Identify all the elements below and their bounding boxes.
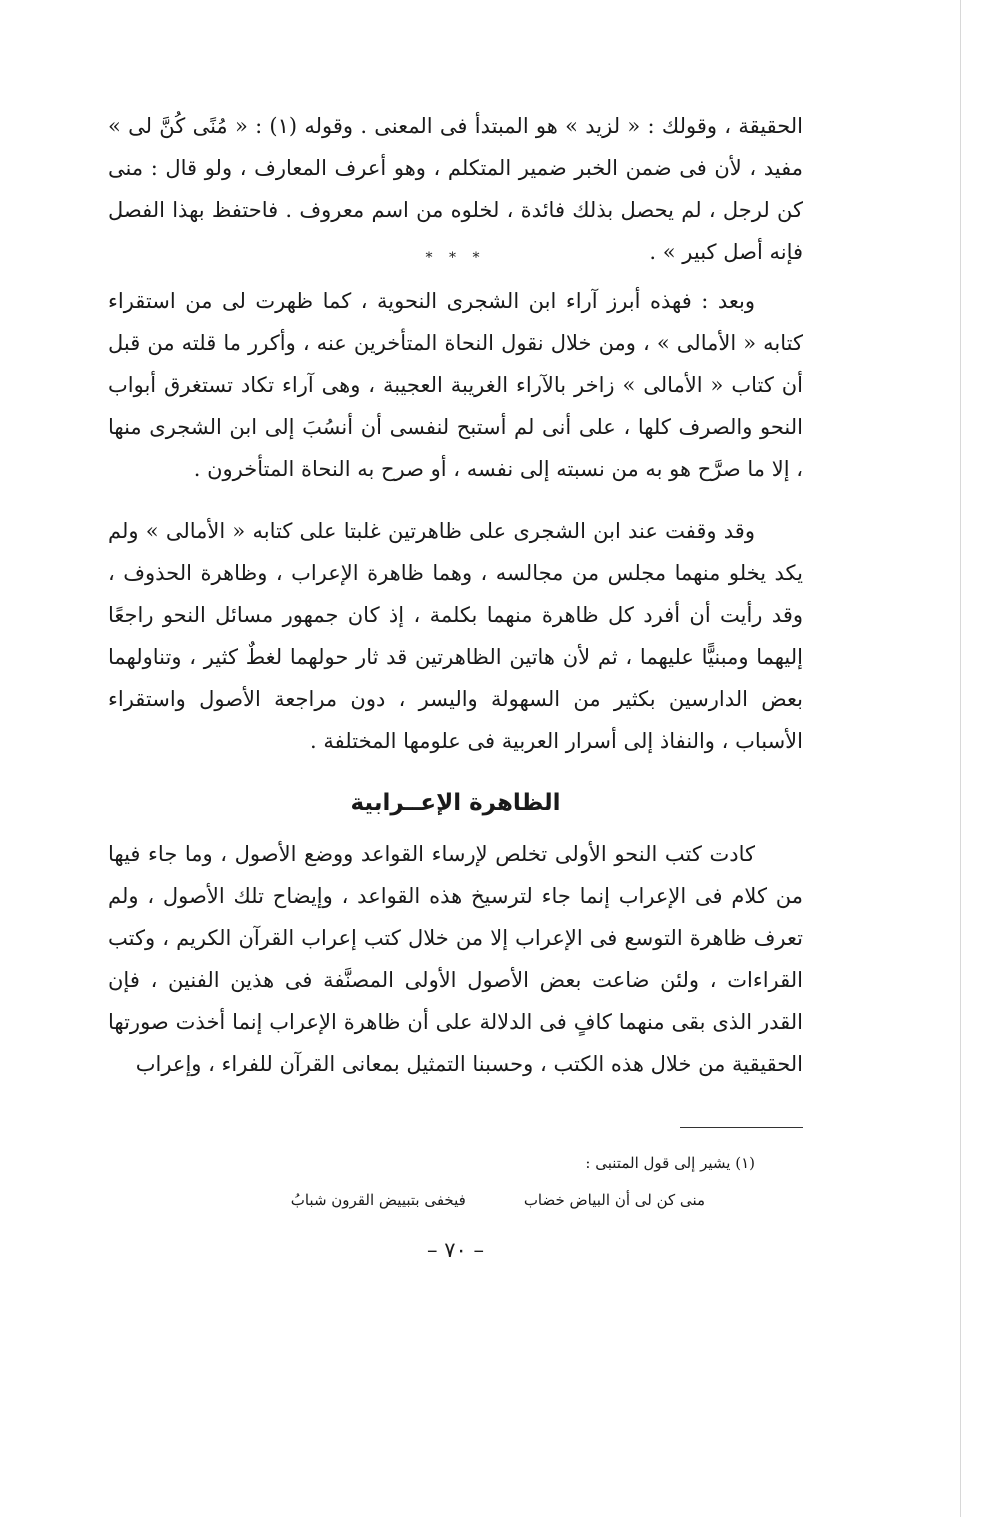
- scan-edge-line: [960, 0, 961, 1517]
- footnote-verse: [108, 1187, 803, 1213]
- footnote-divider: [680, 1127, 803, 1128]
- footnote-intro: (١) يشير إلى قول المتنبى :: [585, 1154, 755, 1172]
- section-heading: الظاهرة الإعــرابية: [350, 790, 561, 816]
- paragraph-summary: وبعد : فهذه أبرز آراء ابن الشجرى النحوية ، كما ظهرت لى من استقراء كتابه « الأمالى » ، ومن خلال نقول النحاة المتأخرين عنه ، وأكرر ما قلته من قبل أن كتاب « الأمالى » زاخر بالآراء الغريبة العجيبة ، وهى آراء تكاد تستغرق أبواب النحو والصرف كلها ، على أنى لم أستبح لنفسى أن أنسُبَ إلى ابن الشجرى منها ، إلا ما صرَّح هو به من نسبته إلى نفسه ، أو صرح به النحاة المتأخرون .: [108, 289, 803, 481]
- section-separator: * * *: [425, 250, 486, 266]
- page-number: – ٧٠ –: [427, 1238, 484, 1262]
- paragraph-continuation: الحقيقة ، وقولك : « لزيد » هو المبتدأ فى المعنى . وقوله (١) : « مُنًى كُنَّ لى » مفيد ، لأن فى ضمن الخبر ضمير المتكلم ، وهو أعرف المعارف ، ولو قال : منى كن لرجل ، لم يحصل بذلك فائدة ، لخلوه من اسم معروف . فاحتفظ بهذا الفصل فإنه أصل كبير » .: [108, 114, 803, 264]
- paragraph-grammar-books: كادت كتب النحو الأولى تخلص لإرساء القواعد ووضع الأصول ، وما جاء فيها من كلام فى الإعراب إنما جاء لترسيخ هذه القواعد ، وإيضاح تلك الأصول ، ولم تعرف ظاهرة التوسع فى الإعراب إلا من خلال كتب إعراب القرآن الكريم ، وكتب القراءات ، ولئن ضاعت بعض الأصول الأولى المصنَّفة فى هذين الفنين ، فإن القدر الذى بقى منهما كافٍ فى الدلالة على أن ظاهرة الإعراب إنما أخذت صورتها الحقيقية من خلال هذه الكتب ، وحسبنا التمثيل بمعانى القرآن للفراء ، وإعراب: [108, 842, 803, 1076]
- verse-second-hemistich: فيخفى بتبييض القرون شبابُ: [290, 1191, 466, 1209]
- verse-first-hemistich: منى كن لى أن البياض خضاب: [523, 1191, 705, 1209]
- paragraph-two-phenomena: وقد وقفت عند ابن الشجرى على ظاهرتين غلبتا على كتابه « الأمالى » ولم يكد يخلو منهما مجلس من مجالسه ، وهما ظاهرة الإعراب ، وظاهرة الحذوف ، وقد رأيت أن أفرد كل ظاهرة منهما بكلمة ، إذ كان جمهور مسائل النحو راجعًا إليهما ومبنيًّا عليهما ، ثم لأن هاتين الظاهرتين قد ثار حولهما لغطٌ كثير ، وتناولهما بعض الدارسين بكثير من السهولة واليسر ، دون مراجعة الأصول واستقراء الأسباب ، والنفاذ إلى أسرار العربية فى علومها المختلفة .: [108, 519, 803, 753]
